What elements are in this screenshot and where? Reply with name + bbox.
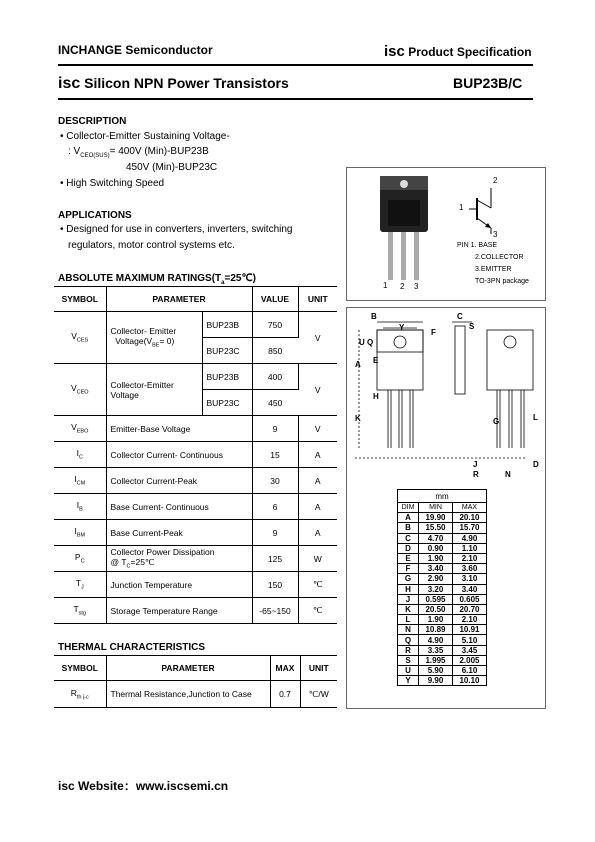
dim-min: 3.20 bbox=[419, 584, 453, 594]
pin-legend: 2.COLLECTOR bbox=[475, 254, 524, 261]
col-dim: DIM bbox=[398, 503, 419, 513]
dimension-drawing-box bbox=[346, 307, 546, 709]
unit-cell: A bbox=[298, 468, 337, 494]
dim-letter: A bbox=[398, 513, 419, 523]
unit-cell: ℃ bbox=[298, 598, 337, 624]
max-cell: 0.7 bbox=[270, 681, 300, 708]
table-row bbox=[54, 468, 337, 494]
dim-label: U bbox=[359, 338, 365, 347]
unit-cell: V bbox=[298, 312, 337, 364]
applications-line: regulators, motor control systems etc. bbox=[68, 240, 235, 251]
dim-letter: E bbox=[398, 553, 419, 563]
dim-min: 1.995 bbox=[419, 655, 453, 665]
dim-max: 20.10 bbox=[453, 513, 487, 523]
symbol-pin-label: 2 bbox=[493, 176, 498, 185]
symbol-pin-label: 1 bbox=[459, 203, 464, 212]
dim-max: 2.10 bbox=[453, 615, 487, 625]
parameter-cell: Collector Current- Continuous bbox=[106, 442, 252, 468]
dim-min: 10.89 bbox=[419, 625, 453, 635]
table-row bbox=[54, 416, 337, 442]
dim-min: 4.90 bbox=[419, 635, 453, 645]
dim-min: 1.90 bbox=[419, 615, 453, 625]
col-symbol: SYMBOL bbox=[54, 287, 106, 312]
unit-header: mm bbox=[398, 490, 487, 503]
dim-min: 20.50 bbox=[419, 604, 453, 614]
unit-cell: ℃ bbox=[298, 572, 337, 598]
parameter-cell: Collector- Emitter $Voltage(V_{BE}= 0)$ bbox=[106, 312, 202, 364]
description-line: : $V_{CEO(SUS)}= 400V$ (Min)-BUP23B bbox=[68, 146, 209, 159]
value-cell: 9 bbox=[252, 520, 298, 546]
unit-cell: V bbox=[298, 416, 337, 442]
unit-cell: A bbox=[298, 442, 337, 468]
value-cell: 125 bbox=[252, 546, 298, 572]
dimension-row bbox=[398, 533, 487, 543]
dimension-row bbox=[398, 594, 487, 604]
col-symbol: SYMBOL bbox=[54, 656, 106, 681]
dim-max: 10.10 bbox=[453, 676, 487, 686]
dim-min: 15.50 bbox=[419, 523, 453, 533]
dimension-row bbox=[398, 553, 487, 563]
dim-min: 3.40 bbox=[419, 564, 453, 574]
parameter-cell: Thermal Resistance,Junction to Case bbox=[106, 681, 270, 708]
unit-cell: V bbox=[298, 364, 337, 416]
symbol-cell: $I_{CM}$ bbox=[54, 468, 106, 494]
value-cell: 400 bbox=[252, 364, 298, 390]
symbol-cell: $I_C$ bbox=[54, 442, 106, 468]
title-rule bbox=[58, 98, 533, 100]
value-cell: 850 bbox=[252, 338, 298, 364]
dimension-row bbox=[398, 604, 487, 614]
dim-max: 3.10 bbox=[453, 574, 487, 584]
applications-line: • Designed for use in converters, inverters, switching bbox=[60, 224, 293, 235]
dim-label: K bbox=[355, 414, 361, 423]
table-row bbox=[54, 442, 337, 468]
dim-max: 3.60 bbox=[453, 564, 487, 574]
dim-max: 3.45 bbox=[453, 645, 487, 655]
dim-letter: D bbox=[398, 543, 419, 553]
table-row bbox=[54, 520, 337, 546]
dim-letter: C bbox=[398, 533, 419, 543]
dimension-row bbox=[398, 666, 487, 676]
parameter-cell: Emitter-Base Voltage bbox=[106, 416, 252, 442]
unit-cell: A bbox=[298, 494, 337, 520]
col-max: MAX bbox=[453, 503, 487, 513]
dim-letter: G bbox=[398, 574, 419, 584]
dim-max: 6.10 bbox=[453, 666, 487, 676]
dim-label: Y bbox=[399, 323, 405, 332]
table-row bbox=[54, 572, 337, 598]
dim-letter: B bbox=[398, 523, 419, 533]
dim-min: 3.35 bbox=[419, 645, 453, 655]
symbol-cell: $T_{stg}$ bbox=[54, 598, 106, 624]
dim-label: F bbox=[431, 328, 436, 337]
isc-logo: isc bbox=[384, 43, 405, 60]
dimension-row bbox=[398, 676, 487, 686]
parameter-cell: Base Current-Peak bbox=[106, 520, 252, 546]
symbol-cell: $P_C$ bbox=[54, 546, 106, 572]
website-link[interactable]: www.iscsemi.cn bbox=[135, 779, 229, 793]
table-row bbox=[54, 546, 337, 572]
dim-label: Q bbox=[367, 338, 374, 347]
pin-legend: 3.EMITTER bbox=[475, 266, 512, 273]
thermal-heading: THERMAL CHARACTERISTICS bbox=[58, 642, 206, 653]
dimension-row bbox=[398, 574, 487, 584]
dim-letter: L bbox=[398, 615, 419, 625]
dim-label: R bbox=[473, 470, 479, 479]
symbol-cell: $R_{th j-c}$ bbox=[54, 681, 106, 708]
dim-min: 19.90 bbox=[419, 513, 453, 523]
variant-cell: BUP23C bbox=[202, 338, 252, 364]
dim-letter: S bbox=[398, 655, 419, 665]
dimension-row bbox=[398, 645, 487, 655]
dim-max: 20.70 bbox=[453, 604, 487, 614]
col-max: MAX bbox=[270, 656, 300, 681]
variant-cell: BUP23B bbox=[202, 364, 252, 390]
dim-label: C bbox=[457, 312, 463, 321]
pin-label: 3 bbox=[414, 282, 419, 291]
document-title: isc Silicon NPN Power Transistors bbox=[58, 75, 289, 92]
dim-label: H bbox=[373, 392, 379, 401]
dimension-row bbox=[398, 543, 487, 553]
dim-max: 0.605 bbox=[453, 594, 487, 604]
dim-min: 0.595 bbox=[419, 594, 453, 604]
parameter-cell: Storage Temperature Range bbox=[106, 598, 252, 624]
value-cell: -65~150 bbox=[252, 598, 298, 624]
footer-website: isc Website：www.iscsemi.cn bbox=[58, 779, 229, 793]
unit-cell: A bbox=[298, 520, 337, 546]
parameter-cell: Collector Power Dissipation @ $T_C=25℃$ bbox=[106, 546, 252, 572]
col-parameter: PARAMETER bbox=[106, 656, 270, 681]
company-name: INCHANGE Semiconductor bbox=[58, 43, 213, 57]
dim-label: G bbox=[493, 417, 500, 426]
dim-letter: K bbox=[398, 604, 419, 614]
dim-letter: F bbox=[398, 564, 419, 574]
description-line: • Collector-Emitter Sustaining Voltage- bbox=[60, 131, 230, 142]
symbol-cell: $I_B$ bbox=[54, 494, 106, 520]
variant-cell: BUP23B bbox=[202, 312, 252, 338]
value-cell: 150 bbox=[252, 572, 298, 598]
dim-letter: J bbox=[398, 594, 419, 604]
value-cell: 9 bbox=[252, 416, 298, 442]
dim-label: L bbox=[533, 413, 538, 422]
value-cell: 15 bbox=[252, 442, 298, 468]
table-row bbox=[54, 494, 337, 520]
value-cell: 30 bbox=[252, 468, 298, 494]
value-cell: 750 bbox=[252, 312, 298, 338]
pin-label: 1 bbox=[383, 281, 388, 290]
package-photo-box bbox=[346, 167, 546, 301]
applications-heading: APPLICATIONS bbox=[58, 210, 132, 221]
table-row bbox=[54, 312, 337, 338]
dim-min: 5.90 bbox=[419, 666, 453, 676]
parameter-cell: Junction Temperature bbox=[106, 572, 252, 598]
dim-max: 5.10 bbox=[453, 635, 487, 645]
dim-max: 2.10 bbox=[453, 553, 487, 563]
symbol-cell: $T_J$ bbox=[54, 572, 106, 598]
parameter-cell: Collector Current-Peak bbox=[106, 468, 252, 494]
col-parameter: PARAMETER bbox=[106, 287, 252, 312]
dim-letter: U bbox=[398, 666, 419, 676]
pin-legend: PIN 1. BASE bbox=[457, 242, 498, 249]
abs-max-heading: ABSOLUTE MAXIMUM $RATINGS(T_a=25℃)$ bbox=[58, 273, 257, 286]
table-row bbox=[54, 598, 337, 624]
dim-max: 10.91 bbox=[453, 625, 487, 635]
dimension-table bbox=[397, 489, 487, 686]
dimension-row bbox=[398, 564, 487, 574]
symbol-cell: $V_{EBO}$ bbox=[54, 416, 106, 442]
dim-letter: R bbox=[398, 645, 419, 655]
unit-cell: ℃/W bbox=[300, 681, 337, 708]
col-value: VALUE bbox=[252, 287, 298, 312]
dim-max: 2.005 bbox=[453, 655, 487, 665]
symbol-cell: $V_{CEO}$ bbox=[54, 364, 106, 416]
dimension-row bbox=[398, 625, 487, 635]
symbol-pin-label: 3 bbox=[493, 230, 498, 239]
description-line: • High Switching Speed bbox=[60, 178, 165, 189]
abs-max-table bbox=[54, 286, 337, 624]
col-unit: UNIT bbox=[298, 287, 337, 312]
parameter-cell: Base Current- Continuous bbox=[106, 494, 252, 520]
value-cell: 450 bbox=[252, 390, 298, 416]
dim-label: D bbox=[533, 460, 539, 469]
dim-letter: N bbox=[398, 625, 419, 635]
col-min: MIN bbox=[419, 503, 453, 513]
dim-min: 4.70 bbox=[419, 533, 453, 543]
pin-label: 2 bbox=[400, 282, 405, 291]
dim-label: A bbox=[355, 360, 361, 369]
spec-title: isc Product Specification bbox=[384, 43, 532, 60]
col-unit: UNIT bbox=[300, 656, 337, 681]
dim-max: 15.70 bbox=[453, 523, 487, 533]
dim-label: N bbox=[505, 470, 511, 479]
dimension-row bbox=[398, 513, 487, 523]
dim-label: B bbox=[371, 312, 377, 321]
variant-cell: BUP23C bbox=[202, 390, 252, 416]
dimension-row bbox=[398, 655, 487, 665]
dim-label: S bbox=[469, 322, 475, 331]
dim-min: 2.90 bbox=[419, 574, 453, 584]
parameter-cell: Collector-Emitter Voltage bbox=[106, 364, 202, 416]
value-cell: 6 bbox=[252, 494, 298, 520]
description-line: 450V (Min)-BUP23C bbox=[126, 162, 218, 173]
dim-label: J bbox=[473, 460, 478, 469]
dim-label: E bbox=[373, 356, 379, 365]
table-row bbox=[54, 681, 337, 708]
unit-cell: W bbox=[298, 546, 337, 572]
header-rule bbox=[58, 64, 533, 66]
dim-min: 0.90 bbox=[419, 543, 453, 553]
dim-max: 1.10 bbox=[453, 543, 487, 553]
dim-max: 3.40 bbox=[453, 584, 487, 594]
dim-letter: Q bbox=[398, 635, 419, 645]
part-number: BUP23B/C bbox=[453, 75, 523, 91]
dimension-row bbox=[398, 635, 487, 645]
dim-min: 9.90 bbox=[419, 676, 453, 686]
dimension-row bbox=[398, 523, 487, 533]
dim-letter: H bbox=[398, 584, 419, 594]
dimension-row bbox=[398, 615, 487, 625]
dimension-row bbox=[398, 584, 487, 594]
dim-min: 1.90 bbox=[419, 553, 453, 563]
symbol-cell: $I_{BM}$ bbox=[54, 520, 106, 546]
dim-letter: Y bbox=[398, 676, 419, 686]
dim-max: 4.90 bbox=[453, 533, 487, 543]
symbol-cell: $V_{CES}$ bbox=[54, 312, 106, 364]
description-heading: DESCRIPTION bbox=[58, 116, 127, 127]
thermal-table bbox=[54, 655, 337, 708]
table-row bbox=[54, 364, 337, 390]
package-name: TO-3PN package bbox=[475, 278, 529, 285]
